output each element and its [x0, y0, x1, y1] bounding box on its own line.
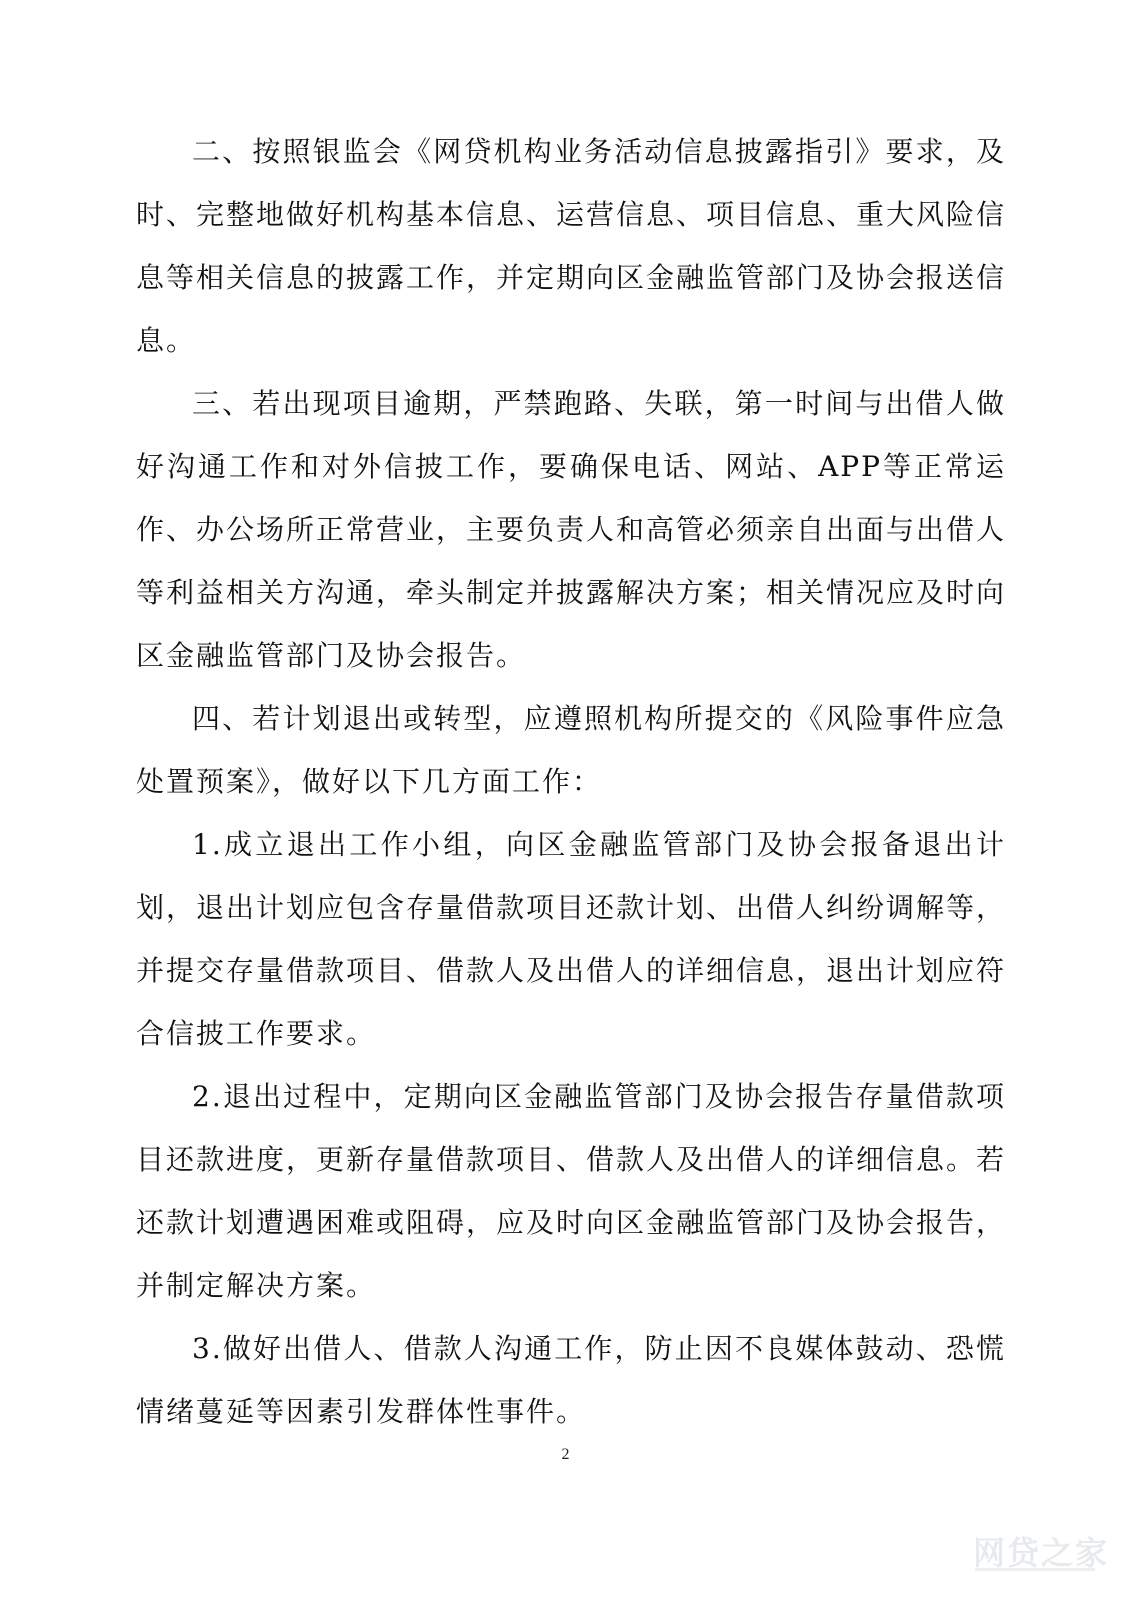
- page-number: 2: [561, 1446, 570, 1463]
- document-body: [136, 120, 1006, 1443]
- paragraph-overdue-handling: 三、若出现项目逾期，严禁跑路、失联，第一时间与出借人做好沟通工作和对外信披工作，要确保电话、网站、APP等正常运作、办公场所正常营业，主要负责人和高管必须亲自出面与出借人等利益相关方沟通，牵头制定并披露解决方案；相关情况应及时向区金融监管部门及协会报告。: [136, 387, 1007, 672]
- watermark-text: 网贷之家: [972, 1534, 1109, 1572]
- watermark-underline: [975, 1568, 1095, 1571]
- paragraph-exit-item-3: 3.做好出借人、借款人沟通工作，防止因不良媒体鼓动、恐慌情绪蔓延等因素引发群体性事件。: [136, 1332, 1006, 1428]
- watermark-logo: [939, 1528, 1109, 1574]
- paragraph-exit-item-1: 1.成立退出工作小组，向区金融监管部门及协会报备退出计划，退出计划应包含存量借款项目还款计划、出借人纠纷调解等，并提交存量借款项目、借款人及出借人的详细信息，退出计划应符合信披工作要求。: [136, 828, 1007, 1050]
- paragraph-disclosure: 二、按照银监会《网贷机构业务活动信息披露指引》要求，及时、完整地做好机构基本信息、运营信息、项目信息、重大风险信息等相关信息的披露工作，并定期向区金融监管部门及协会报送信息。: [136, 135, 1007, 357]
- paragraph-exit-transition: 四、若计划退出或转型，应遵照机构所提交的《风险事件应急处置预案》，做好以下几方面工作：: [136, 702, 1006, 798]
- paragraph-exit-item-2: 2.退出过程中，定期向区金融监管部门及协会报告存量借款项目还款进度，更新存量借款项目、借款人及出借人的详细信息。若还款计划遭遇困难或阻碍，应及时向区金融监管部门及协会报告，并制定解决方案。: [136, 1080, 1007, 1302]
